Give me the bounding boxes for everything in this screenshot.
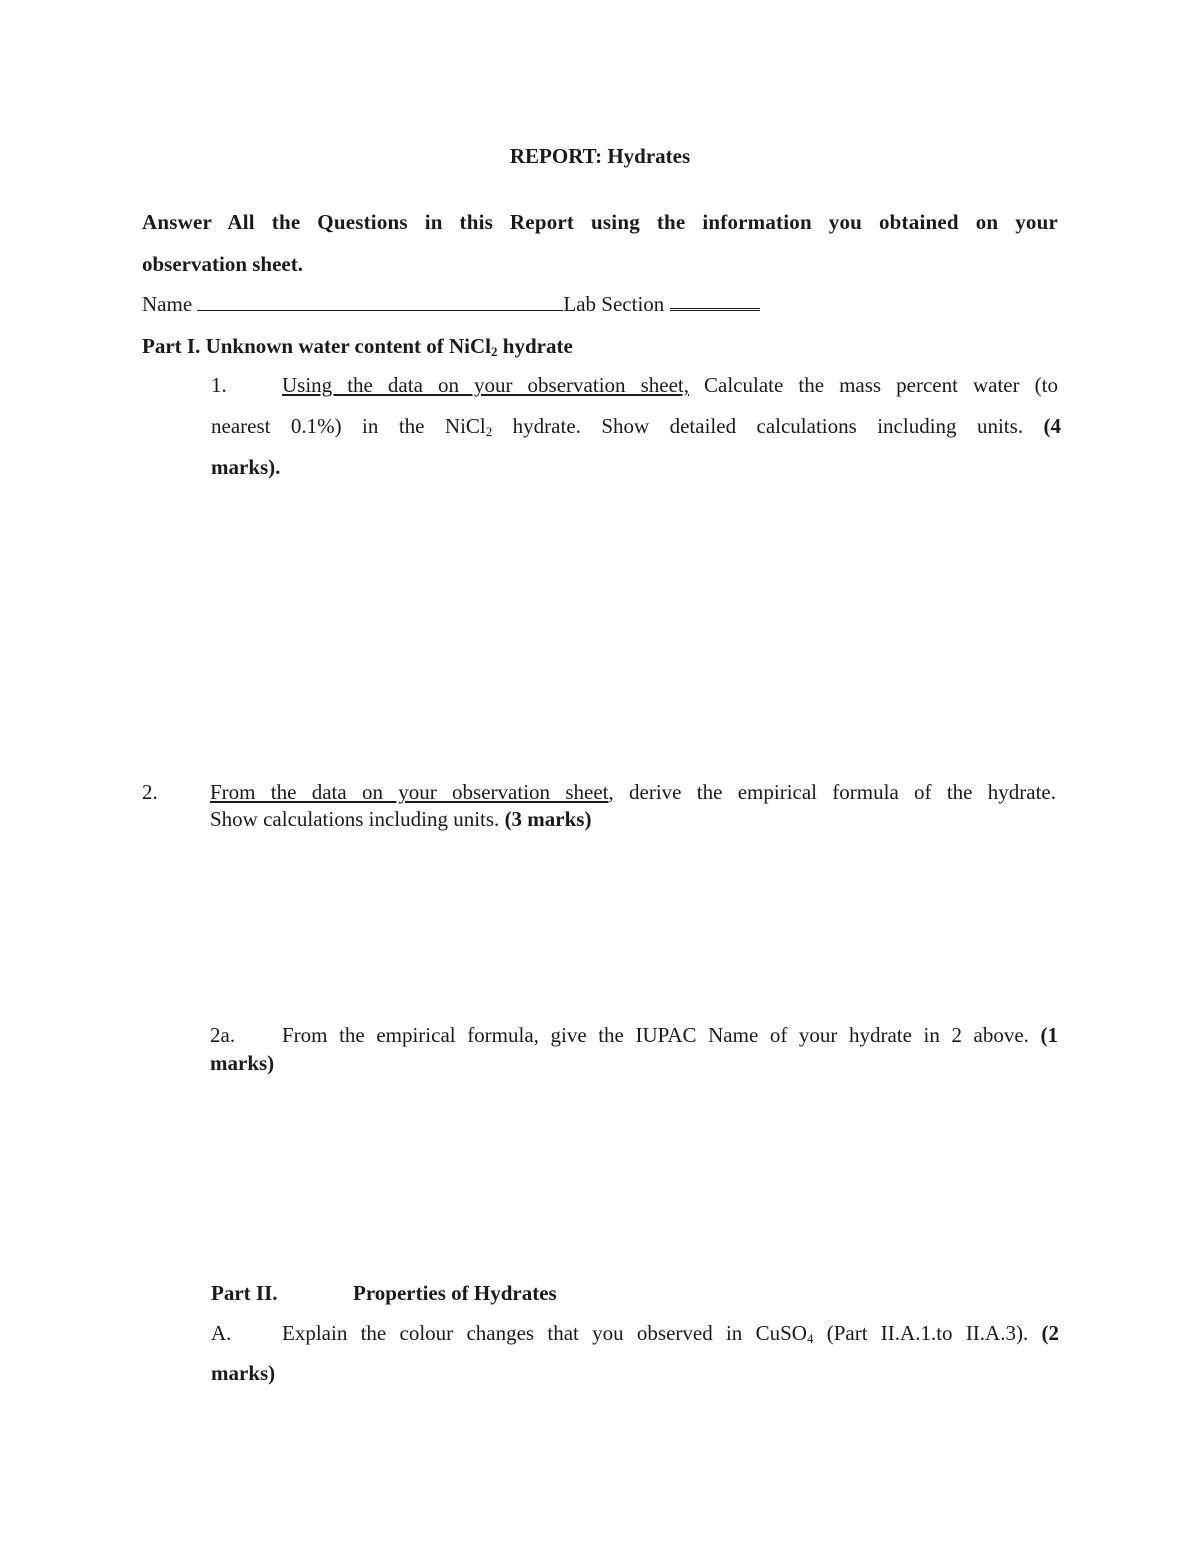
name-label: Name	[142, 292, 193, 316]
q2a-number: 2a.	[210, 1023, 236, 1047]
q1-underlined-text: Using the data on your observation sheet,	[282, 373, 689, 397]
name-lab-row	[142, 292, 760, 317]
q2-line-2-text: Show calculations including units.	[210, 807, 500, 831]
q1-marks-close: marks).	[211, 455, 281, 479]
q1-marks-open: (4	[1043, 414, 1062, 438]
part2-qA-letter: A.	[211, 1321, 232, 1345]
q2-underlined-text: From the data on your observation sheet	[210, 780, 609, 804]
q2-line-1	[210, 780, 1056, 805]
instructions-line-1: Answer All the Questions in this Report using the information you obtained on your	[142, 210, 1058, 234]
q2a-marks-open: (1	[1040, 1023, 1058, 1047]
part2-qA-subscript: 4	[806, 1331, 814, 1346]
part2-label: Part II.	[211, 1281, 278, 1305]
q1-line-2-text: nearest 0.1%) in the NiCl	[211, 414, 486, 438]
q1-line-1	[282, 373, 1058, 398]
q2-marks: (3 marks)	[504, 807, 592, 831]
lab-section-label: Lab Section	[563, 292, 665, 316]
q1-line-2-subscript: 2	[485, 424, 493, 439]
q2a-marks-close: marks)	[210, 1051, 275, 1075]
name-field[interactable]	[197, 293, 563, 311]
q1-number: 1.	[211, 373, 227, 397]
q2-number: 2.	[142, 780, 158, 804]
part1-heading-suffix: hydrate	[497, 334, 573, 358]
q1-line-2	[211, 414, 1061, 439]
q1-line-1-rest: Calculate the mass percent water (to	[688, 373, 1058, 397]
lab-section-field[interactable]	[670, 292, 760, 311]
q1-line-2-suffix: hydrate. Show detailed calculations including units.	[492, 414, 1024, 438]
part2-qA-line-1	[282, 1321, 1059, 1346]
part2-qA-marks-open: (2	[1041, 1321, 1059, 1345]
part1-heading	[142, 334, 573, 359]
part1-heading-text: Part I. Unknown water content of NiCl	[142, 334, 492, 358]
part2-heading: Properties of Hydrates	[353, 1281, 557, 1305]
q2-line-1-rest: , derive the empirical formula of the hydrate.	[608, 780, 1056, 804]
report-title: REPORT: Hydrates	[509, 144, 691, 168]
part2-qA-suffix: (Part II.A.1.to II.A.3).	[813, 1321, 1029, 1345]
part2-qA-marks-close: marks)	[211, 1361, 276, 1385]
q2-line-2	[210, 807, 591, 832]
instructions-line-2: observation sheet.	[142, 252, 303, 276]
q2a-line-1-text: From the empirical formula, give the IUPAC Name of your hydrate in 2 above.	[282, 1023, 1029, 1047]
part2-qA-text: Explain the colour changes that you observed in CuSO	[282, 1321, 807, 1345]
part1-heading-subscript: 2	[491, 344, 498, 359]
q2a-line-1	[282, 1023, 1058, 1048]
